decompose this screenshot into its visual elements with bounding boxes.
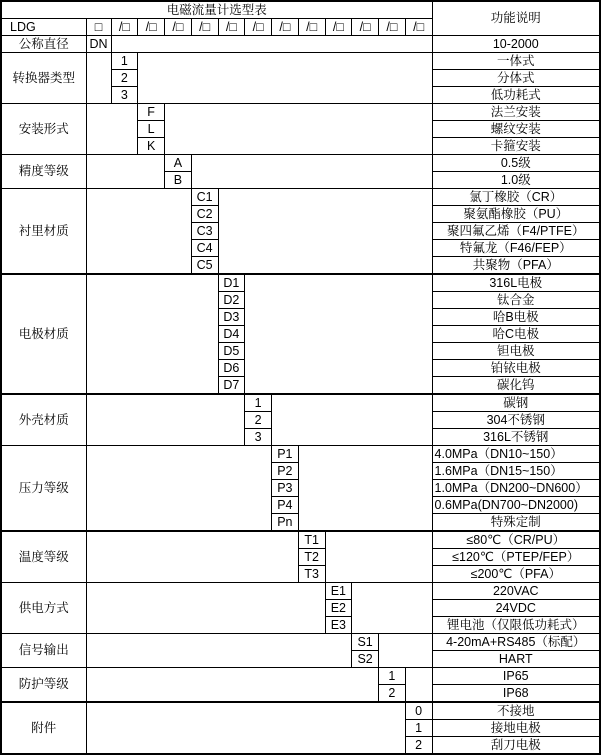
spacer-cell — [405, 668, 432, 703]
spacer-cell — [298, 446, 432, 532]
option-description: 共聚物（PFA） — [432, 257, 600, 275]
code-box-slot: /□ — [191, 19, 218, 36]
category-label: 衬里材质 — [1, 189, 86, 275]
spacer-cell — [86, 531, 298, 583]
category-label: 压力等级 — [1, 446, 86, 532]
category-label: 转换器类型 — [1, 53, 86, 104]
code-box-slot: /□ — [165, 19, 192, 36]
option-row — [1, 531, 600, 549]
spacer-cell — [86, 155, 165, 189]
option-code: E2 — [325, 600, 352, 617]
option-description: 不接地 — [432, 702, 600, 720]
option-description: 1.0MPa（DN200~DN600） — [432, 480, 600, 497]
option-code: C4 — [191, 240, 218, 257]
option-description: 特氟龙（F46/FEP） — [432, 240, 600, 257]
option-row — [1, 583, 600, 600]
option-row — [1, 53, 600, 70]
spacer-cell — [272, 394, 433, 446]
option-description: IP65 — [432, 668, 600, 685]
option-description: 哈C电极 — [432, 326, 600, 343]
option-description: 1.0级 — [432, 172, 600, 189]
option-description: 10-2000 — [432, 36, 600, 53]
option-description: 4.0MPa（DN10~150） — [432, 446, 600, 463]
option-code: 1 — [405, 720, 432, 737]
option-code: D3 — [218, 309, 245, 326]
option-code: Pn — [272, 514, 299, 532]
code-box-slot: /□ — [138, 19, 165, 36]
option-code: L — [138, 121, 165, 138]
category-label: 精度等级 — [1, 155, 86, 189]
spacer-cell — [86, 274, 218, 394]
option-code: D4 — [218, 326, 245, 343]
option-description: 法兰安装 — [432, 104, 600, 121]
option-description: ≤200℃（PFA） — [432, 566, 600, 583]
option-code: P1 — [272, 446, 299, 463]
option-row — [1, 668, 600, 685]
spacer-cell — [86, 702, 405, 754]
category-label: 安装形式 — [1, 104, 86, 155]
option-code: T1 — [298, 531, 325, 549]
option-row — [1, 446, 600, 463]
option-code: P2 — [272, 463, 299, 480]
option-description: 哈B电极 — [432, 309, 600, 326]
code-box-slot: /□ — [218, 19, 245, 36]
option-row — [1, 189, 600, 206]
spacer-cell — [86, 634, 352, 668]
option-description: 特殊定制 — [432, 514, 600, 532]
option-description: 316L电极 — [432, 274, 600, 292]
option-code: 1 — [245, 394, 272, 412]
option-code: S2 — [352, 651, 379, 668]
option-code: C2 — [191, 206, 218, 223]
option-code: T2 — [298, 549, 325, 566]
option-description: 0.5级 — [432, 155, 600, 172]
option-description: 聚氨酯橡胶（PU） — [432, 206, 600, 223]
category-label: 信号输出 — [1, 634, 86, 668]
option-code: C5 — [191, 257, 218, 275]
option-row — [1, 36, 600, 53]
spacer-cell — [86, 189, 191, 275]
category-label: 外壳材质 — [1, 394, 86, 446]
option-code: D5 — [218, 343, 245, 360]
option-code: C1 — [191, 189, 218, 206]
option-description: 220VAC — [432, 583, 600, 600]
option-description: 钛合金 — [432, 292, 600, 309]
code-box-slot: /□ — [298, 19, 325, 36]
category-label: 电极材质 — [1, 274, 86, 394]
option-description: 碳化钨 — [432, 377, 600, 395]
spacer-cell — [86, 668, 379, 703]
title-row — [1, 1, 600, 19]
option-code: 1 — [379, 668, 406, 685]
spacer-cell — [138, 53, 432, 104]
option-description: ≤80℃（CR/PU） — [432, 531, 600, 549]
option-description: 接地电极 — [432, 720, 600, 737]
code-box-slot: /□ — [379, 19, 406, 36]
option-code: 2 — [379, 685, 406, 703]
model-prefix: LDG — [1, 19, 86, 36]
option-description: 聚四氟乙烯（F4/PTFE） — [432, 223, 600, 240]
option-row — [1, 274, 600, 292]
option-code: D6 — [218, 360, 245, 377]
code-box-slot: /□ — [352, 19, 379, 36]
spacer-cell — [86, 446, 272, 532]
spacer-cell — [352, 583, 432, 634]
option-description: 螺纹安装 — [432, 121, 600, 138]
option-description: 4-20mA+RS485（标配） — [432, 634, 600, 651]
option-code: P3 — [272, 480, 299, 497]
option-code: F — [138, 104, 165, 121]
option-description: 分体式 — [432, 70, 600, 87]
category-label: 温度等级 — [1, 531, 86, 583]
option-code: 2 — [245, 412, 272, 429]
option-code: S1 — [352, 634, 379, 651]
option-code: K — [138, 138, 165, 155]
option-description: 24VDC — [432, 600, 600, 617]
option-description: 刮刀电极 — [432, 737, 600, 755]
option-description: 一体式 — [432, 53, 600, 70]
option-code: 3 — [111, 87, 138, 104]
option-description: 1.6MPa（DN15~150） — [432, 463, 600, 480]
spacer-cell — [86, 583, 325, 634]
option-code: 1 — [111, 53, 138, 70]
option-code: B — [165, 172, 192, 189]
spacer-cell — [218, 189, 432, 275]
code-box-slot: /□ — [272, 19, 299, 36]
option-code: 0 — [405, 702, 432, 720]
option-code: A — [165, 155, 192, 172]
option-row — [1, 155, 600, 172]
spacer-cell — [86, 394, 245, 446]
category-label: 防护等级 — [1, 668, 86, 703]
option-description: 锂电池（仅限低功耗式） — [432, 617, 600, 634]
option-description: 卡箍安装 — [432, 138, 600, 155]
option-code: E1 — [325, 583, 352, 600]
option-code: T3 — [298, 566, 325, 583]
option-code: 3 — [245, 429, 272, 446]
spacer-cell — [379, 634, 433, 668]
option-description: 钽电极 — [432, 343, 600, 360]
option-description: 低功耗式 — [432, 87, 600, 104]
option-row — [1, 104, 600, 121]
category-label: 附件 — [1, 702, 86, 754]
option-code: D1 — [218, 274, 245, 292]
spacer-cell — [86, 53, 111, 104]
option-description: 304不锈钢 — [432, 412, 600, 429]
option-description: 氯丁橡胶（CR） — [432, 189, 600, 206]
option-description: 碳钢 — [432, 394, 600, 412]
function-column-header: 功能说明 — [432, 1, 600, 36]
option-code: D7 — [218, 377, 245, 395]
option-code: E3 — [325, 617, 352, 634]
code-box-slot: /□ — [111, 19, 138, 36]
option-description: 铂铱电极 — [432, 360, 600, 377]
spacer-cell — [245, 274, 432, 394]
option-row — [1, 634, 600, 651]
spacer-cell — [111, 36, 432, 53]
option-code: C3 — [191, 223, 218, 240]
option-description: 316L不锈钢 — [432, 429, 600, 446]
spacer-cell — [86, 104, 138, 155]
option-description: HART — [432, 651, 600, 668]
code-box-slot: /□ — [405, 19, 432, 36]
code-box-first: □ — [86, 19, 111, 36]
code-box-slot: /□ — [245, 19, 272, 36]
code-box-slot: /□ — [325, 19, 352, 36]
option-row — [1, 702, 600, 720]
spacer-cell — [165, 104, 433, 155]
option-code: P4 — [272, 497, 299, 514]
option-description: IP68 — [432, 685, 600, 703]
category-label: 供电方式 — [1, 583, 86, 634]
spacer-cell — [325, 531, 432, 583]
option-description: 0.6MPa(DN700~DN2000) — [432, 497, 600, 514]
option-row — [1, 394, 600, 412]
option-code: DN — [86, 36, 111, 53]
spacer-cell — [191, 155, 432, 189]
category-label: 公称直径 — [1, 36, 86, 53]
table-title: 电磁流量计选型表 — [1, 1, 432, 19]
option-code: 2 — [111, 70, 138, 87]
option-code: D2 — [218, 292, 245, 309]
option-code: 2 — [405, 737, 432, 755]
option-description: ≤120℃（PTEP/FEP） — [432, 549, 600, 566]
